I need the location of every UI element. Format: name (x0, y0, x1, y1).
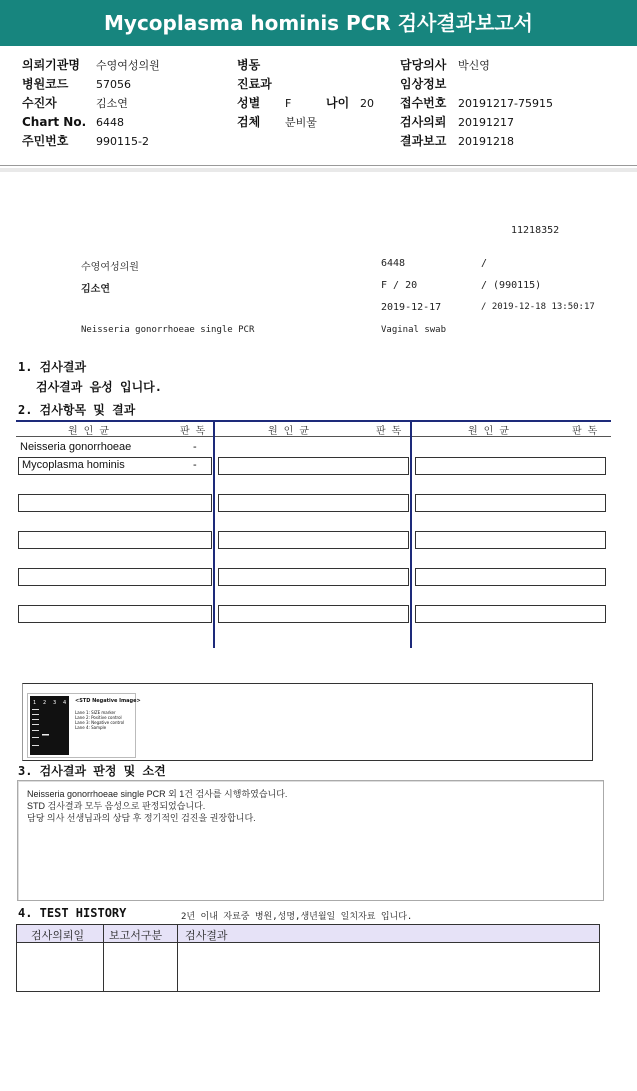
gel-legend-item: Lane 3: Negative control (75, 720, 125, 725)
label-sex: 성별 (237, 96, 261, 110)
info-chart: 6448 (381, 258, 406, 269)
gel-image (27, 693, 141, 758)
history-col-report-type: 보고서구분 (109, 929, 163, 942)
info-slash: / (481, 258, 488, 269)
report-code: 11218352 (511, 225, 560, 236)
info-receive-date: 2019-12-17 (381, 302, 442, 313)
history-table (16, 924, 600, 992)
history-note: 2년 이내 자료중 병원,성명,생년월일 일치자료 입니다. (181, 912, 413, 922)
value-doctor: 박신영 (458, 59, 490, 72)
label-report-date: 결과보고 (400, 134, 447, 148)
section4-title: 4. TEST HISTORY (18, 906, 127, 920)
value-age: 20 (360, 97, 374, 110)
result-cell (415, 457, 606, 475)
gel-lane-label: 4 (63, 700, 67, 706)
value-chart-no: 6448 (96, 116, 124, 129)
result-cell (18, 531, 212, 549)
pathogen-name: Neisseria gonorrhoeae (20, 441, 132, 453)
history-column-divider (103, 925, 104, 991)
info-birth: / (990115) (481, 280, 542, 291)
gel-legend-item: Lane 4: Sample (75, 725, 107, 730)
col-header-judgement: 판 독 (376, 426, 402, 437)
col-header-pathogen: 원 인 균 (68, 426, 110, 437)
value-report-date: 20191218 (458, 135, 514, 148)
table-column-divider (410, 420, 412, 648)
gel-legend-item: Lane 2: Positive control (75, 715, 122, 720)
table-column-divider (213, 420, 215, 648)
gel-lane-label: 1 (33, 700, 37, 706)
label-specimen: 검체 (237, 115, 261, 129)
section1-title: 1. 검사결과 (18, 360, 87, 374)
value-request-date: 20191217 (458, 116, 514, 129)
label-clinical-info: 임상정보 (400, 77, 447, 91)
col-header-pathogen: 원 인 균 (268, 426, 310, 437)
result-cell (415, 568, 606, 586)
result-table (16, 420, 611, 648)
info-patient: 김소연 (81, 284, 110, 295)
pathogen-result: - (193, 459, 197, 471)
label-request-date: 검사의뢰 (400, 115, 447, 129)
result-cell (218, 531, 409, 549)
col-header-judgement: 판 독 (572, 426, 598, 437)
info-test-name: Neisseria gonorrhoeae single PCR (81, 325, 255, 335)
history-col-result: 검사결과 (185, 929, 228, 942)
gel-legend-item: Lane 1: SIZE marker (75, 710, 116, 715)
value-hospital-code: 57056 (96, 78, 131, 91)
value-clinic: 수영여성의원 (96, 59, 160, 72)
history-column-divider (177, 925, 178, 991)
opinion-line: Neisseria gonorrhoeae single PCR 외 1건 검사를 시행하였습니다. (27, 789, 288, 799)
history-header (17, 925, 599, 943)
result-cell (415, 605, 606, 623)
section3-title: 3. 검사결과 판정 및 소견 (18, 764, 166, 778)
info-specimen: Vaginal swab (381, 325, 447, 335)
label-chart-no: Chart No. (22, 115, 87, 129)
result-cell (415, 494, 606, 512)
gel-lane-label: 2 (43, 700, 47, 706)
label-age: 나이 (326, 96, 350, 110)
result-cell (218, 568, 409, 586)
pathogen-name: Mycoplasma hominis (22, 459, 125, 471)
info-sex-age: F / 20 (381, 280, 418, 291)
info-report-date: / 2019-12-18 13:50:17 (481, 302, 595, 312)
history-col-request-date: 검사의뢰일 (31, 929, 85, 942)
page-divider (0, 168, 637, 172)
gel-lane-label: 3 (53, 700, 57, 706)
gel-image-title: <STD Negative Image> (75, 698, 141, 704)
value-patient: 김소연 (96, 97, 128, 110)
label-resident-no: 주민번호 (22, 134, 69, 148)
value-receipt-no: 20191217-75915 (458, 97, 553, 110)
label-ward: 병동 (237, 58, 261, 72)
value-sex: F (285, 97, 292, 110)
label-patient: 수진자 (22, 96, 57, 110)
result-cell (218, 457, 409, 475)
value-resident-no: 990115-2 (96, 135, 149, 148)
col-header-judgement: 판 독 (180, 426, 206, 437)
gel-bands-graphic (30, 696, 69, 755)
opinion-box (17, 780, 604, 901)
label-doctor: 담당의사 (400, 58, 447, 72)
label-hospital-code: 병원코드 (22, 77, 69, 91)
section1-result: 검사결과 음성 입니다. (36, 380, 163, 394)
gel-electrophoresis-image (30, 696, 69, 755)
result-cell (415, 531, 606, 549)
label-receipt-no: 접수번호 (400, 96, 447, 110)
value-specimen: 분비물 (285, 116, 317, 129)
result-cell (18, 568, 212, 586)
opinion-line: STD 검사결과 모두 음성으로 판정되었습니다. (27, 801, 206, 811)
report-title: Mycoplasma hominis PCR 검사결과보고서 (0, 0, 637, 46)
result-cell (18, 494, 212, 512)
gel-legend (75, 710, 124, 730)
pathogen-result: - (193, 441, 197, 453)
header-info (0, 48, 637, 166)
col-header-pathogen: 원 인 균 (468, 426, 510, 437)
label-department: 진료과 (237, 77, 272, 91)
result-cell (218, 605, 409, 623)
result-cell (218, 494, 409, 512)
info-clinic: 수영여성의원 (81, 262, 139, 273)
label-clinic: 의뢰기관명 (22, 58, 80, 72)
result-cell (18, 605, 212, 623)
opinion-line: 담당 의사 선생님과의 상담 후 정기적인 검진을 권장합니다. (27, 813, 256, 823)
section2-title: 2. 검사항목 및 결과 (18, 403, 136, 417)
